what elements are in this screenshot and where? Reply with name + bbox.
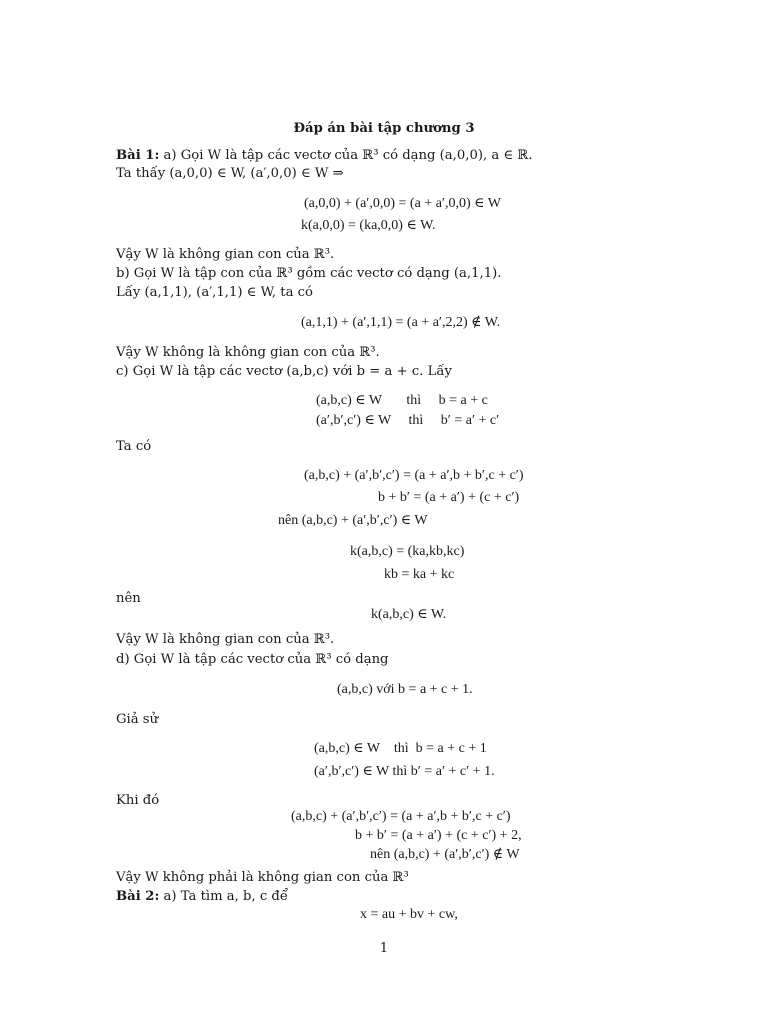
- bai1-d-conclude: Vậy W không phải là không gian con của ℝ³: [116, 870, 409, 885]
- bai1-c-eq5: nên (a,b,c) + (a′,b′,c′) ∈ W: [278, 513, 428, 528]
- bai1-conclude-a: Vậy W là không gian con của ℝ³.: [116, 247, 335, 262]
- bai1-c-taco: Ta có: [116, 439, 152, 454]
- bai1-line2: Ta thấy (a,0,0) ∈ W, (a′,0,0) ∈ W ⇒: [116, 166, 344, 181]
- bai1-c-eq6: k(a,b,c) = (ka,kb,kc): [350, 544, 465, 559]
- bai1-b-eq: (a,1,1) + (a′,1,1) = (a + a′,2,2) ∉ W.: [301, 315, 501, 330]
- bai2-intro-line: [116, 889, 288, 905]
- bai1-d-eq2: (a,b,c) ∈ W thì b = a + c + 1: [314, 741, 487, 756]
- bai1-b-intro: b) Gọi W là tập con của ℝ³ gồm các vectơ có dạng (a,1,1).: [116, 266, 502, 281]
- bai1-c-eq4: b + b′ = (a + a′) + (c + c′): [378, 490, 520, 505]
- bai1-b-conclude: Vậy W không là không gian con của ℝ³.: [116, 345, 380, 360]
- page-number: 1: [379, 941, 389, 956]
- bai1-c-conclude: Vậy W là không gian con của ℝ³.: [116, 632, 335, 647]
- bai2-label: Bài 2:: [116, 889, 160, 904]
- bai1-d-eq6: nên (a,b,c) + (a′,b′,c′) ∉ W: [370, 847, 520, 862]
- bai1-intro-line: [116, 148, 533, 164]
- bai1-intro: a) Gọi W là tập các vectơ của ℝ³ có dạng (a,0,0), a ∈ ℝ.: [163, 148, 533, 163]
- bai2-intro: a) Ta tìm a, b, c để: [163, 889, 288, 904]
- bai1-d-eq3: (a′,b′,c′) ∈ W thì b′ = a′ + c′ + 1.: [314, 764, 495, 779]
- bai1-label: Bài 1:: [116, 148, 160, 163]
- bai1-d-eq5: b + b′ = (a + a′) + (c + c′) + 2,: [355, 828, 522, 843]
- bai1-d-eq4: (a,b,c) + (a′,b′,c′) = (a + a′,b + b′,c + c′): [291, 809, 511, 824]
- bai1-c-eq3: (a,b,c) + (a′,b′,c′) = (a + a′,b + b′,c + c′): [304, 468, 524, 483]
- bai1-d-giasu: Giả sử: [116, 712, 159, 727]
- bai2-eq1: x = au + bv + cw,: [360, 907, 458, 922]
- bai1-c-eq2: (a′,b′,c′) ∈ W thì b′ = a′ + c′: [316, 413, 500, 428]
- bai1-c-intro: c) Gọi W là tập các vectơ (a,b,c) với b = a + c. Lấy: [116, 364, 452, 379]
- bai1-c-eq7: kb = ka + kc: [384, 567, 455, 582]
- bai1-b-line2: Lấy (a,1,1), (a′,1,1) ∈ W, ta có: [116, 285, 313, 300]
- bai1-eq2: k(a,0,0) = (ka,0,0) ∈ W.: [301, 218, 436, 233]
- page-title: Đáp án bài tập chương 3: [293, 121, 475, 136]
- bai1-c-eq8: k(a,b,c) ∈ W.: [371, 607, 447, 622]
- bai1-c-eq1: (a,b,c) ∈ W thì b = a + c: [316, 393, 488, 408]
- bai1-d-intro: d) Gọi W là tập các vectơ của ℝ³ có dạng: [116, 652, 389, 667]
- bai1-c-nen: nên: [116, 591, 141, 606]
- bai1-d-eq1: (a,b,c) với b = a + c + 1.: [337, 682, 473, 697]
- bai1-d-khido: Khi đó: [116, 793, 160, 808]
- bai1-eq1: (a,0,0) + (a′,0,0) = (a + a′,0,0) ∈ W: [304, 196, 501, 211]
